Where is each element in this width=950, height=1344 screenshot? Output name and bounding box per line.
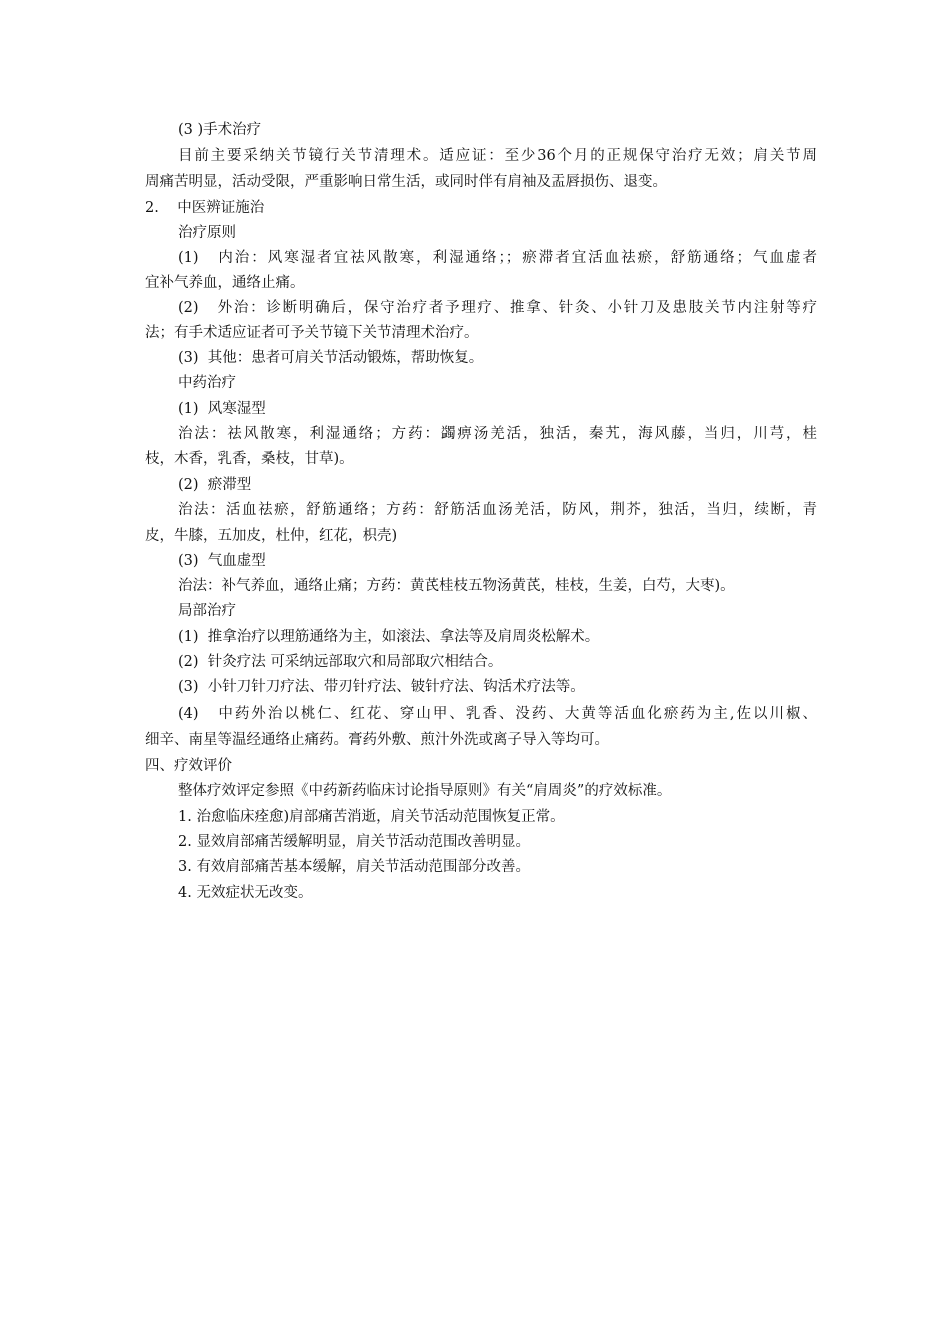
list-item-line: (1) 内治：风寒湿者宜祛风散寒，利湿通络；；瘀滞者宜活血祛瘀，舒筋通络；气血虚者 bbox=[178, 250, 817, 266]
subheading-principles: 治疗原则 bbox=[178, 225, 236, 241]
section-heading-tcm: 2. 中医辨证施治 bbox=[145, 200, 265, 216]
list-item-line: (2) 针灸疗法 可采纳远部取穴和局部取穴相结合。 bbox=[178, 654, 503, 670]
list-item-line: (3) 气血虚型 bbox=[178, 553, 266, 569]
paragraph-line: 枝，木香，乳香，桑枝，甘草)。 bbox=[145, 451, 354, 467]
paragraph-line: 治法：活血祛瘀，舒筋通络；方药：舒筋活血汤羌活，防风，荆芥，独活，当归，续断，青 bbox=[178, 502, 817, 518]
list-item-line: (4) 中药外治以桃仁、红花、穿山甲、乳香、没药、大黄等活血化瘀药为主,佐以川椒、 bbox=[178, 706, 817, 722]
list-item-line: (3) 小针刀针刀疗法、带刃针疗法、铍针疗法、钩活术疗法等。 bbox=[178, 679, 585, 695]
list-item-line: (2) 瘀滞型 bbox=[178, 477, 252, 493]
section-heading-evaluation: 四、疗效评价 bbox=[145, 758, 232, 774]
list-item-line: 细辛、南星等温经通络止痛药。膏药外敷、煎汁外洗或离子导入等均可。 bbox=[145, 732, 609, 748]
list-item-line: 宜补气养血，通络止痛。 bbox=[145, 275, 305, 291]
subheading-local: 局部治疗 bbox=[178, 603, 236, 619]
paragraph-line: 治法：祛风散寒，利湿通络；方药：蠲痹汤羌活，独活，秦艽，海风藤，当归，川芎，桂 bbox=[178, 426, 817, 442]
paragraph-line: 目前主要采纳关节镜行关节清理术。适应证：至少36个月的正规保守治疗无效；肩关节周 bbox=[178, 148, 817, 164]
list-item-line: 1. 治愈临床痊愈)肩部痛苦消逝，肩关节活动范围恢复正常。 bbox=[178, 809, 565, 825]
list-item-line: 法；有手术适应证者可予关节镜下关节清理术治疗。 bbox=[145, 325, 479, 341]
list-item-line: (2) 外治：诊断明确后，保守治疗者予理疗、推拿、针灸、小针刀及患肢关节内注射等疗 bbox=[178, 300, 817, 316]
paragraph-line: 整体疗效评定参照《中药新药临床讨论指导原则》有关“肩周炎”的疗效标准。 bbox=[178, 783, 672, 799]
paragraph-line: 治法：补气养血，通络止痛；方药：黄芪桂枝五物汤黄芪，桂枝，生姜，白芍，大枣)。 bbox=[178, 578, 735, 594]
section-heading-surgery: (3 )手术治疗 bbox=[178, 122, 262, 138]
list-item-line: 4. 无效症状无改变。 bbox=[178, 885, 313, 901]
list-item-line: 2. 显效肩部痛苦缓解明显，肩关节活动范围改善明显。 bbox=[178, 834, 530, 850]
paragraph-line: 周痛苦明显，活动受限，严重影响日常生活，或同时伴有肩袖及盂唇损伤、退变。 bbox=[145, 174, 667, 190]
subheading-herbal: 中药治疗 bbox=[178, 375, 236, 391]
paragraph-line: 皮，牛膝，五加皮，杜仲，红花，枳壳) bbox=[145, 528, 398, 544]
list-item-line: (1) 风寒湿型 bbox=[178, 401, 266, 417]
list-item-line: 3. 有效肩部痛苦基本缓解，肩关节活动范围部分改善。 bbox=[178, 859, 530, 875]
list-item-line: (1) 推拿治疗以理筋通络为主，如滚法、拿法等及肩周炎松解术。 bbox=[178, 629, 600, 645]
list-item-line: (3) 其他：患者可肩关节活动锻炼，帮助恢复。 bbox=[178, 350, 484, 366]
